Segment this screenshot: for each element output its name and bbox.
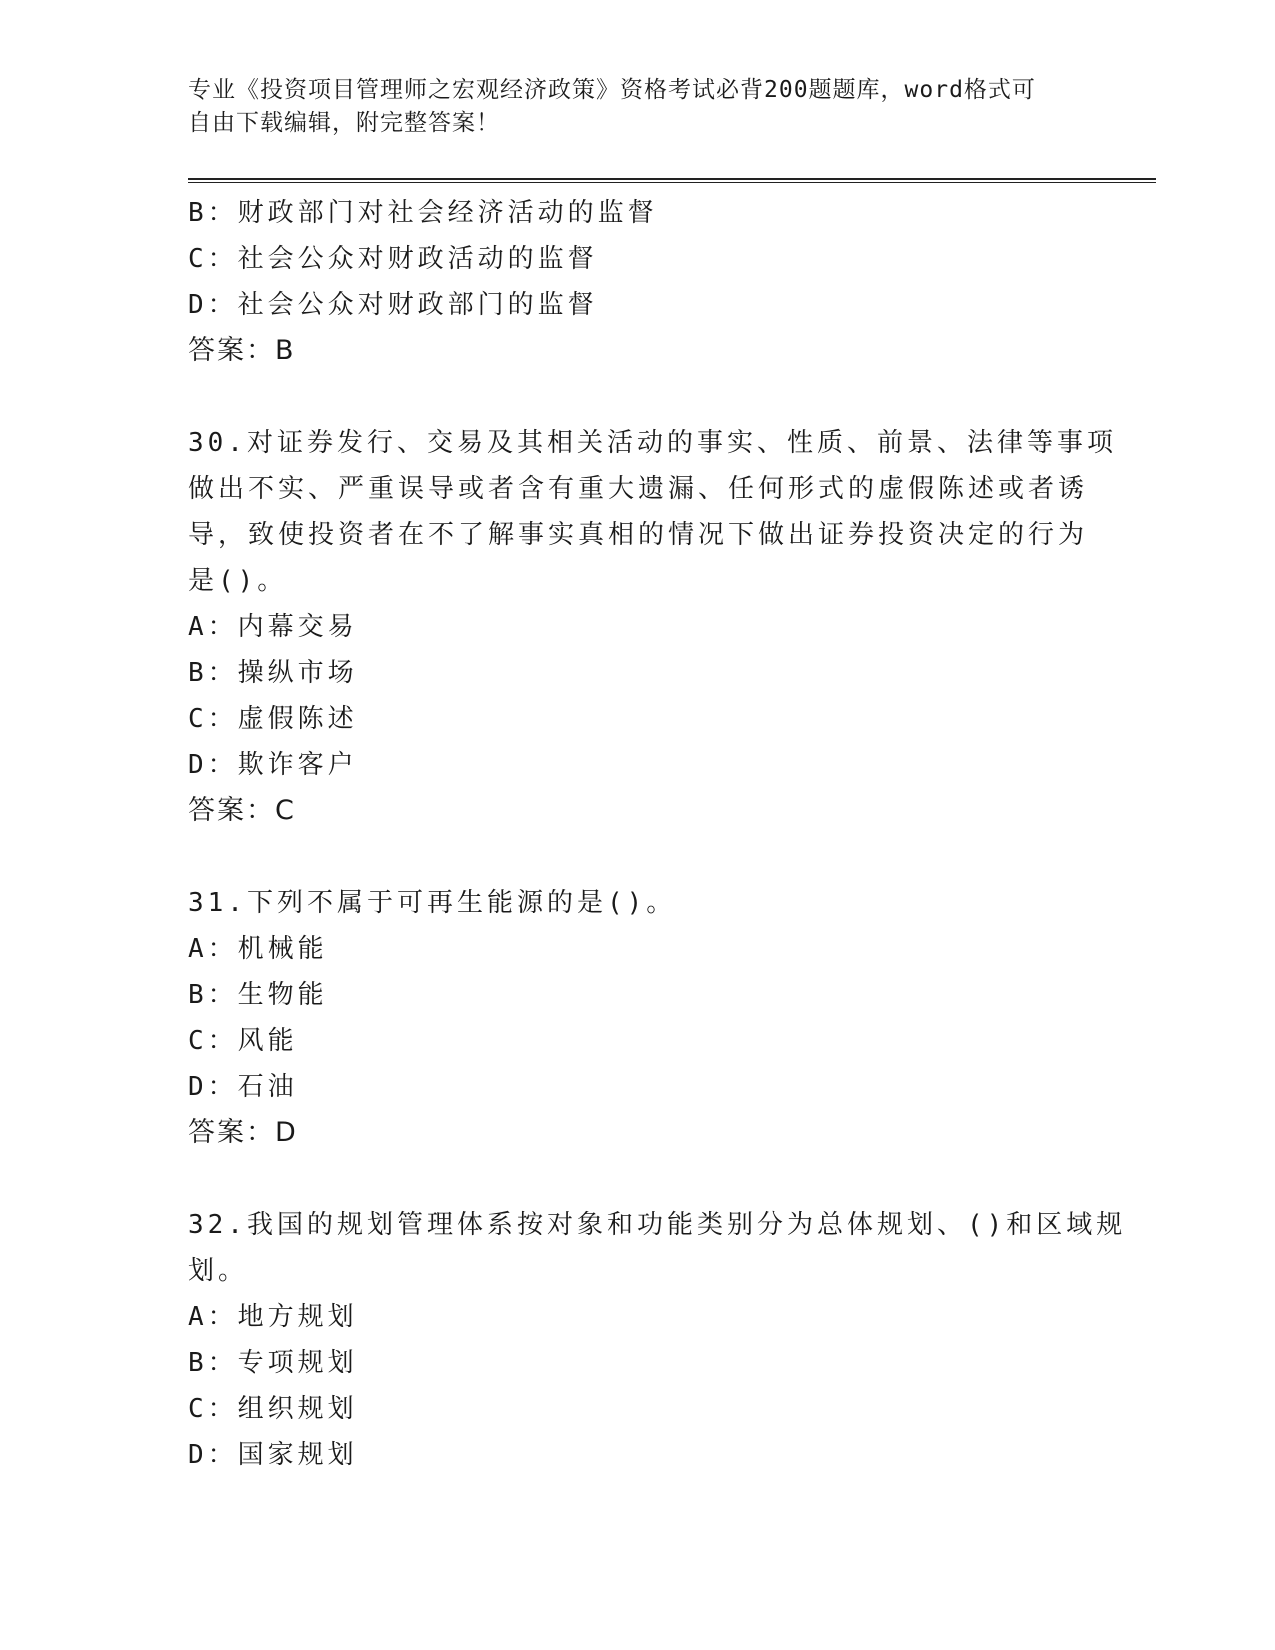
option-b: B：生物能 <box>188 980 328 1010</box>
option-b: B：专项规划 <box>188 1348 358 1378</box>
document-header <box>188 74 1078 140</box>
header-divider-thin <box>188 182 1156 183</box>
option-a: A：内幕交易 <box>188 612 358 642</box>
option-d: D：石油 <box>188 1072 298 1102</box>
question-text-line: 做出不实、严重误导或者含有重大遗漏、任何形式的虚假陈述或者诱 <box>188 474 1089 504</box>
option-d: D：欺诈客户 <box>188 750 358 780</box>
option-c: C：组织规划 <box>188 1394 358 1424</box>
question-text-line: 30.对证券发行、交易及其相关活动的事实、性质、前景、法律等事项 <box>188 428 1117 458</box>
option-a: A：地方规划 <box>188 1302 358 1332</box>
question-list <box>188 190 1127 1478</box>
spacer <box>188 1156 1088 1202</box>
header-divider-thick <box>188 178 1156 180</box>
question-30 <box>188 420 1117 834</box>
question-text-line: 31.下列不属于可再生能源的是()。 <box>188 888 677 918</box>
option-c: C：社会公众对财政活动的监督 <box>188 244 598 274</box>
question-29-continued <box>188 190 1088 374</box>
question-text-line: 导，致使投资者在不了解事实真相的情况下做出证券投资决定的行为 <box>188 520 1089 550</box>
answer: 答案：C <box>188 795 296 826</box>
option-b: B：操纵市场 <box>188 658 358 688</box>
header-title-line-2: 自由下载编辑，附完整答案！ <box>188 110 500 136</box>
option-d: D：国家规划 <box>188 1440 358 1470</box>
option-d: D：社会公众对财政部门的监督 <box>188 290 598 320</box>
spacer <box>188 834 1088 880</box>
question-32 <box>188 1202 1127 1478</box>
question-text-line: 是()。 <box>188 566 288 596</box>
option-b: B：财政部门对社会经济活动的监督 <box>188 198 658 228</box>
answer: 答案：B <box>188 335 296 366</box>
question-text-line: 32.我国的规划管理体系按对象和功能类别分为总体规划、()和区域规 <box>188 1210 1127 1240</box>
header-title-line-1: 专业《投资项目管理师之宏观经济政策》资格考试必背200题题库，word格式可 <box>188 77 1036 103</box>
question-31 <box>188 880 1088 1156</box>
spacer <box>188 374 1088 420</box>
option-a: A：机械能 <box>188 934 328 964</box>
option-c: C：风能 <box>188 1026 298 1056</box>
question-text-line: 划。 <box>188 1256 249 1286</box>
option-c: C：虚假陈述 <box>188 704 358 734</box>
answer: 答案：D <box>188 1117 298 1148</box>
